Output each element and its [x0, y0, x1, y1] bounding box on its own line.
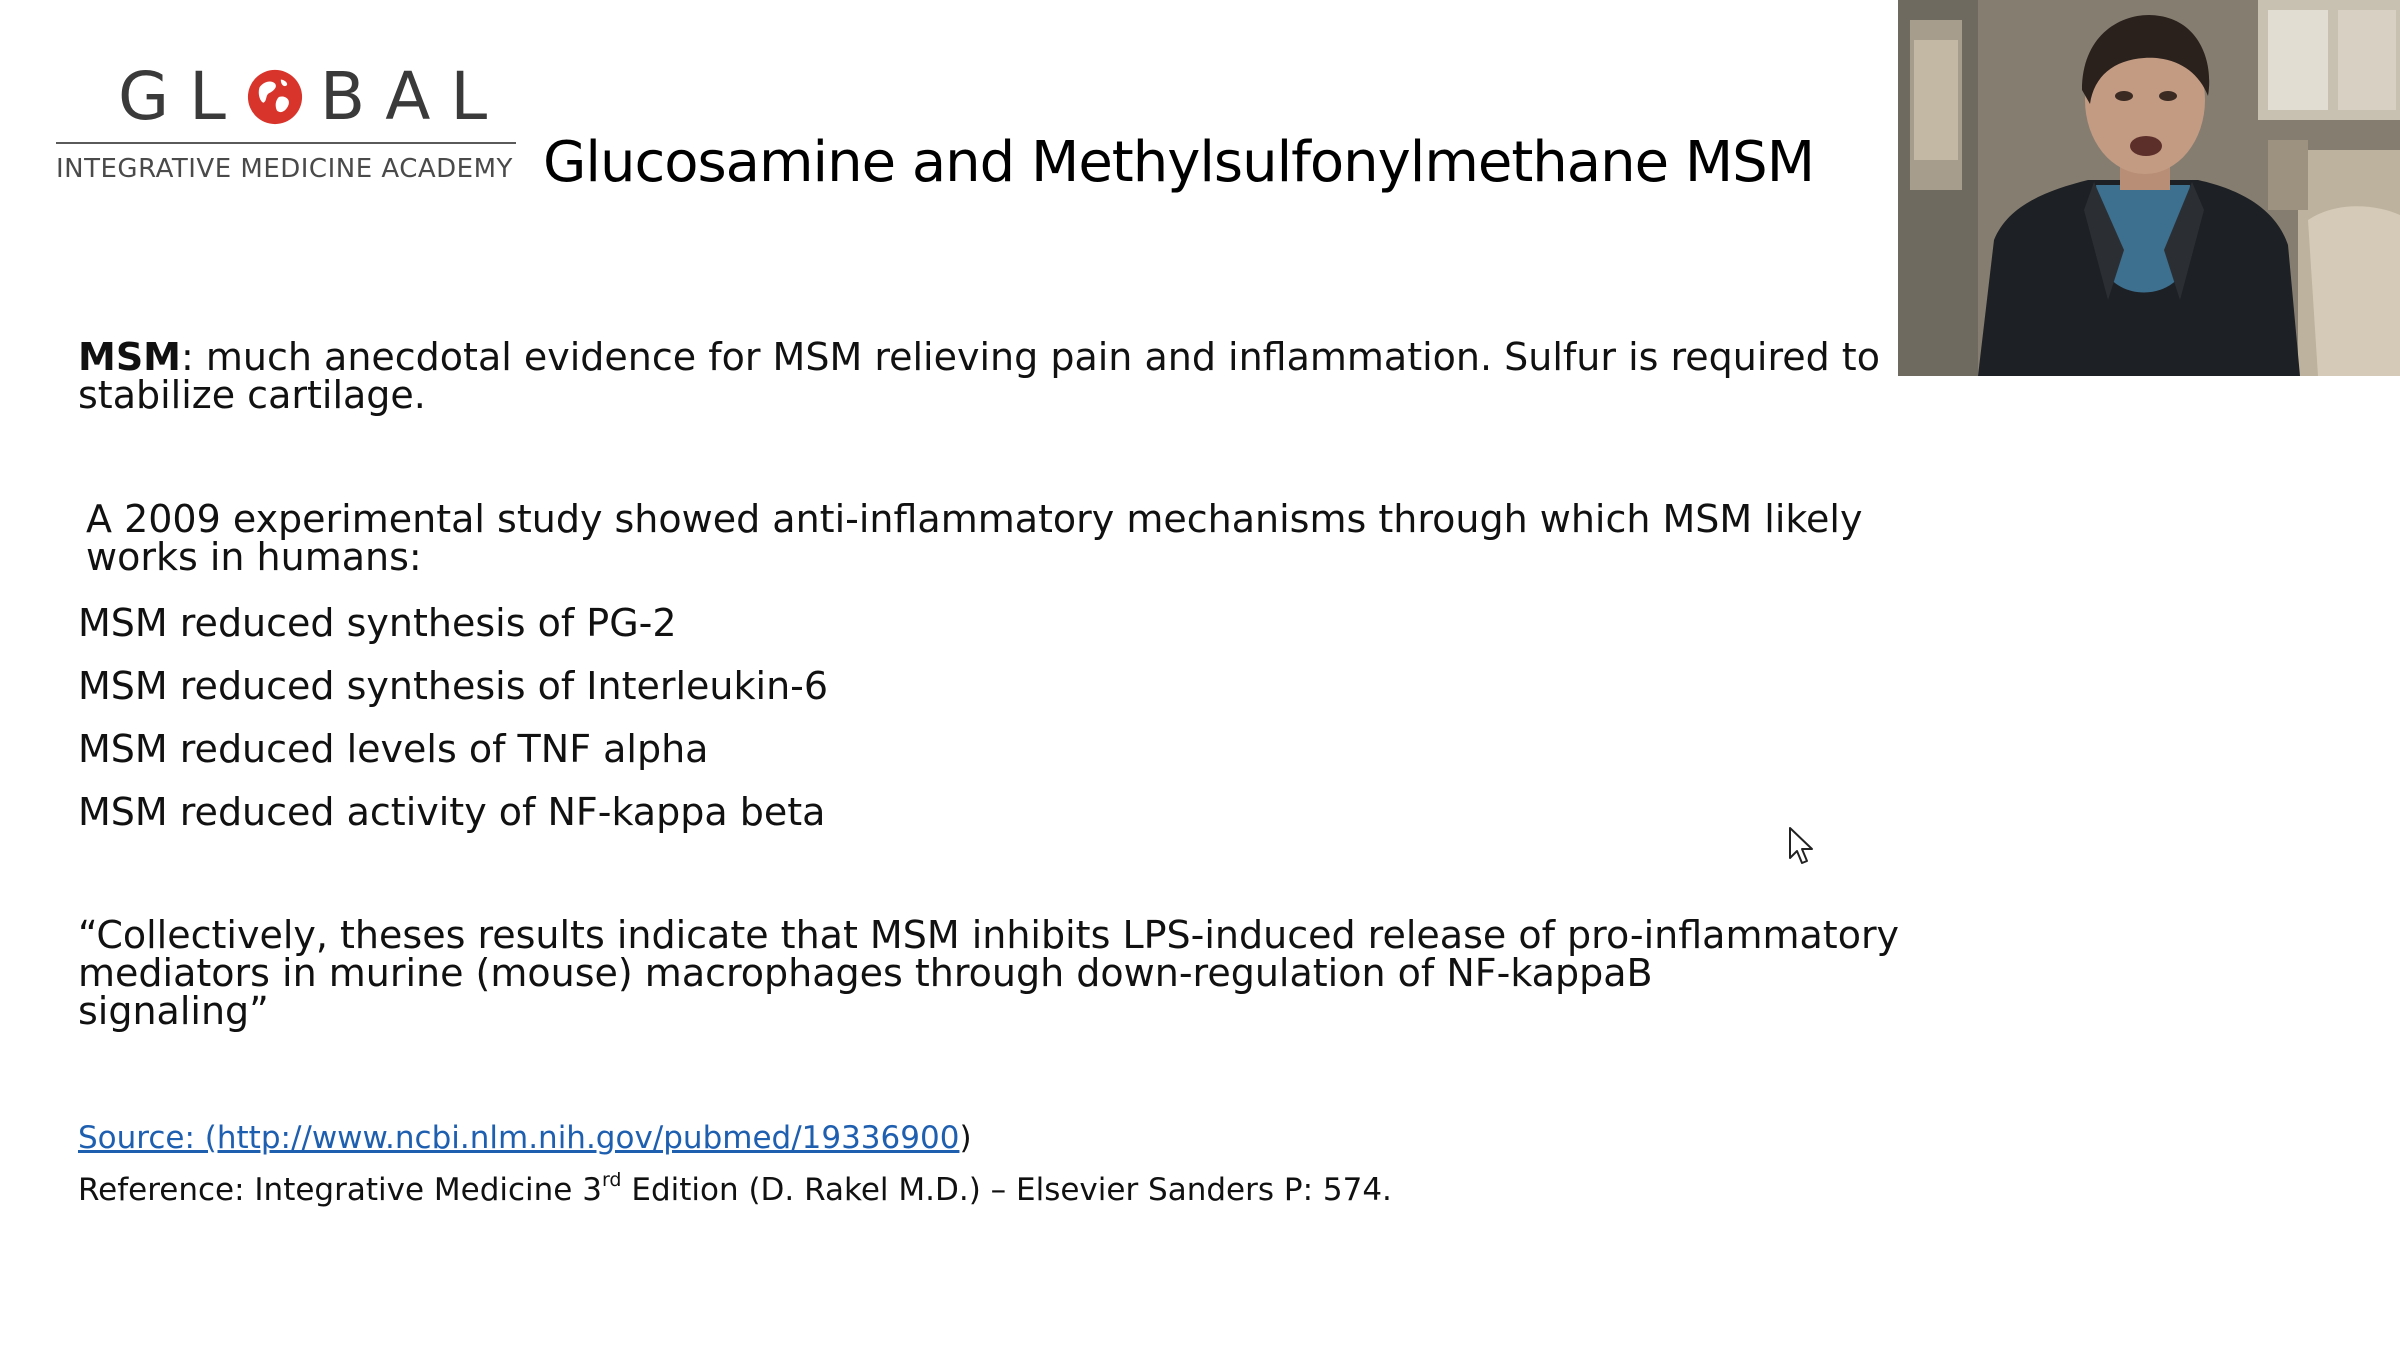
study-paragraph: [86, 497, 1911, 579]
source-citation: [78, 1120, 972, 1156]
finding-item: MSM reduced synthesis of PG-2: [78, 601, 677, 645]
source-close-paren: ): [959, 1120, 972, 1156]
presenter-video: [1898, 0, 2400, 376]
logo-word-part: GL: [118, 58, 246, 135]
reference-citation: [78, 1169, 1392, 1208]
slide-title: Glucosamine and Methylsulfonylmethane MSM: [543, 130, 1815, 195]
source-link[interactable]: Source: (http://www.ncbi.nlm.nih.gov/pubmed/19336900: [78, 1120, 960, 1156]
quote-line: “Collectively, theses results indicate that MSM inhibits LPS-induced release of pro-inflammatory: [78, 913, 1900, 957]
logo-word-part: BAL: [319, 58, 508, 135]
finding-item: MSM reduced levels of TNF alpha: [78, 727, 709, 771]
global-academy-logo: [56, 58, 518, 192]
study-text-line: A 2009 experimental study showed anti-inflammatory mechanisms through which MSM likely: [86, 497, 1863, 541]
study-quote: [78, 913, 1903, 1033]
quote-line: mediators in murine (mouse) macrophages through down-regulation of NF-kappaB: [78, 951, 1653, 995]
reference-text: Reference: Integrative Medicine 3: [78, 1172, 602, 1208]
intro-text-line: stabilize cartilage.: [78, 373, 426, 417]
logo-wordmark: [118, 58, 508, 135]
reference-superscript: rd: [601, 1169, 622, 1191]
study-text-line: works in humans:: [86, 535, 422, 579]
quote-line: signaling”: [78, 989, 269, 1033]
globe-icon: [246, 68, 304, 126]
presenter-video-frame: [1898, 0, 2400, 376]
mouse-pointer-icon: [1788, 826, 1816, 866]
reference-text: Edition (D. Rakel M.D.) – Elsevier Sanders P: 574.: [621, 1172, 1392, 1208]
finding-item: MSM reduced activity of NF-kappa beta: [78, 790, 826, 834]
finding-item: MSM reduced synthesis of Interleukin-6: [78, 664, 829, 708]
msm-label: MSM: [78, 335, 181, 379]
logo-divider: [56, 142, 516, 144]
intro-text-line: : much anecdotal evidence for MSM relieving pain and inflammation. Sulfur is required to: [181, 335, 1880, 379]
msm-intro-paragraph: [78, 335, 1903, 417]
logo-tagline: INTEGRATIVE MEDICINE ACADEMY: [56, 154, 513, 184]
